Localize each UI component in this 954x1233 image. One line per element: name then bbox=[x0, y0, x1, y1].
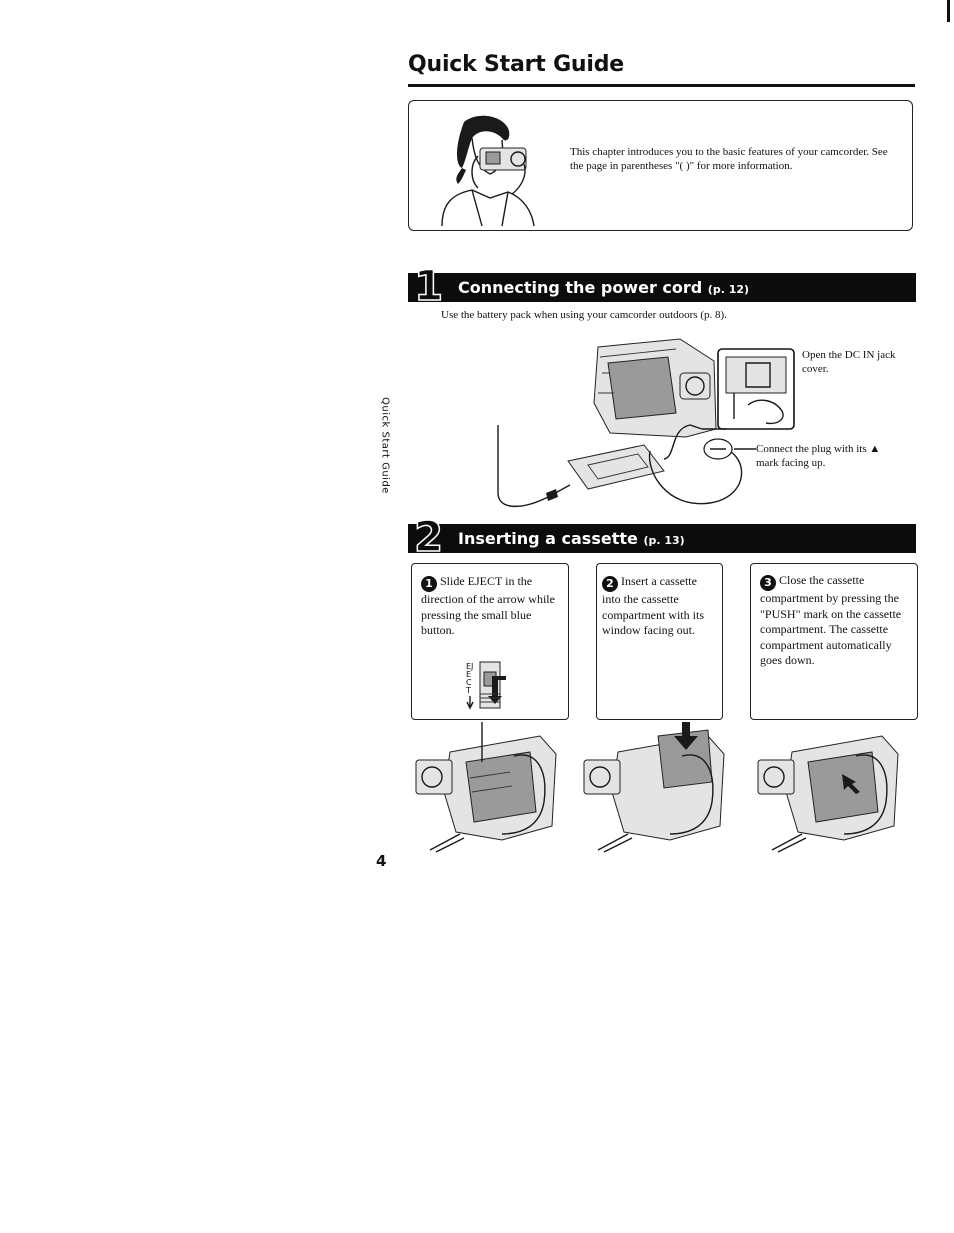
step-2-camcorder-illustration bbox=[578, 722, 738, 857]
step-2-number: 2 bbox=[602, 576, 618, 592]
section-1-title bbox=[458, 278, 749, 297]
callout-connect-plug bbox=[756, 442, 886, 470]
intro-text: This chapter introduces you to the basic features of your camcorder. See the page in parentheses "( )" for more information. bbox=[570, 146, 888, 172]
step-1-description: Slide EJECT in the direction of the arrow while pressing the small blue button. bbox=[421, 574, 555, 637]
step-3-description: Close the cassette compartment by pressing the "PUSH" mark on the cassette compartment. The cassette compartment automatically goes down. bbox=[760, 573, 902, 667]
step-3-number: 3 bbox=[760, 575, 776, 591]
step-2-text bbox=[602, 574, 716, 639]
sidebar-section-label: Quick Start Guide bbox=[379, 397, 391, 494]
section-1-page-ref: (p. 12) bbox=[707, 283, 750, 296]
step-2-description: Insert a cassette into the cassette compartment with its window facing out. bbox=[602, 574, 704, 637]
triangle-mark-icon: ▲ bbox=[869, 443, 881, 455]
callout-plug-text-after: mark facing up. bbox=[756, 457, 826, 469]
section-2-page-ref: (p. 13) bbox=[643, 534, 685, 547]
title-rule bbox=[408, 84, 915, 87]
step-1-camcorder-illustration bbox=[410, 722, 570, 857]
step-3-camcorder-illustration bbox=[752, 722, 912, 857]
page-number: 4 bbox=[376, 852, 387, 870]
section-2-number: 2 bbox=[414, 512, 444, 561]
callout-open-dc-in: Open the DC IN jack cover. bbox=[802, 349, 896, 375]
section-1-title-text: Connecting the power cord bbox=[458, 278, 703, 297]
section-2-title-text: Inserting a cassette bbox=[458, 529, 638, 548]
section-2-title bbox=[458, 529, 685, 548]
step-1-number: 1 bbox=[421, 576, 437, 592]
section-1-number: 1 bbox=[414, 261, 444, 310]
page-title: Quick Start Guide bbox=[408, 52, 624, 77]
woman-filming-illustration bbox=[428, 108, 548, 228]
section-1-note: Use the battery pack when using your camcorder outdoors (p. 8). bbox=[441, 309, 727, 321]
power-cord-illustration bbox=[490, 333, 800, 518]
callout-plug-text-before: Connect the plug with its bbox=[756, 443, 867, 455]
section-2-header bbox=[408, 512, 916, 561]
step-1-text bbox=[421, 574, 563, 639]
binding-mark bbox=[947, 0, 950, 22]
section-1-header bbox=[408, 261, 916, 310]
eject-label: EJECT bbox=[466, 662, 474, 695]
step-3-text bbox=[760, 573, 910, 669]
